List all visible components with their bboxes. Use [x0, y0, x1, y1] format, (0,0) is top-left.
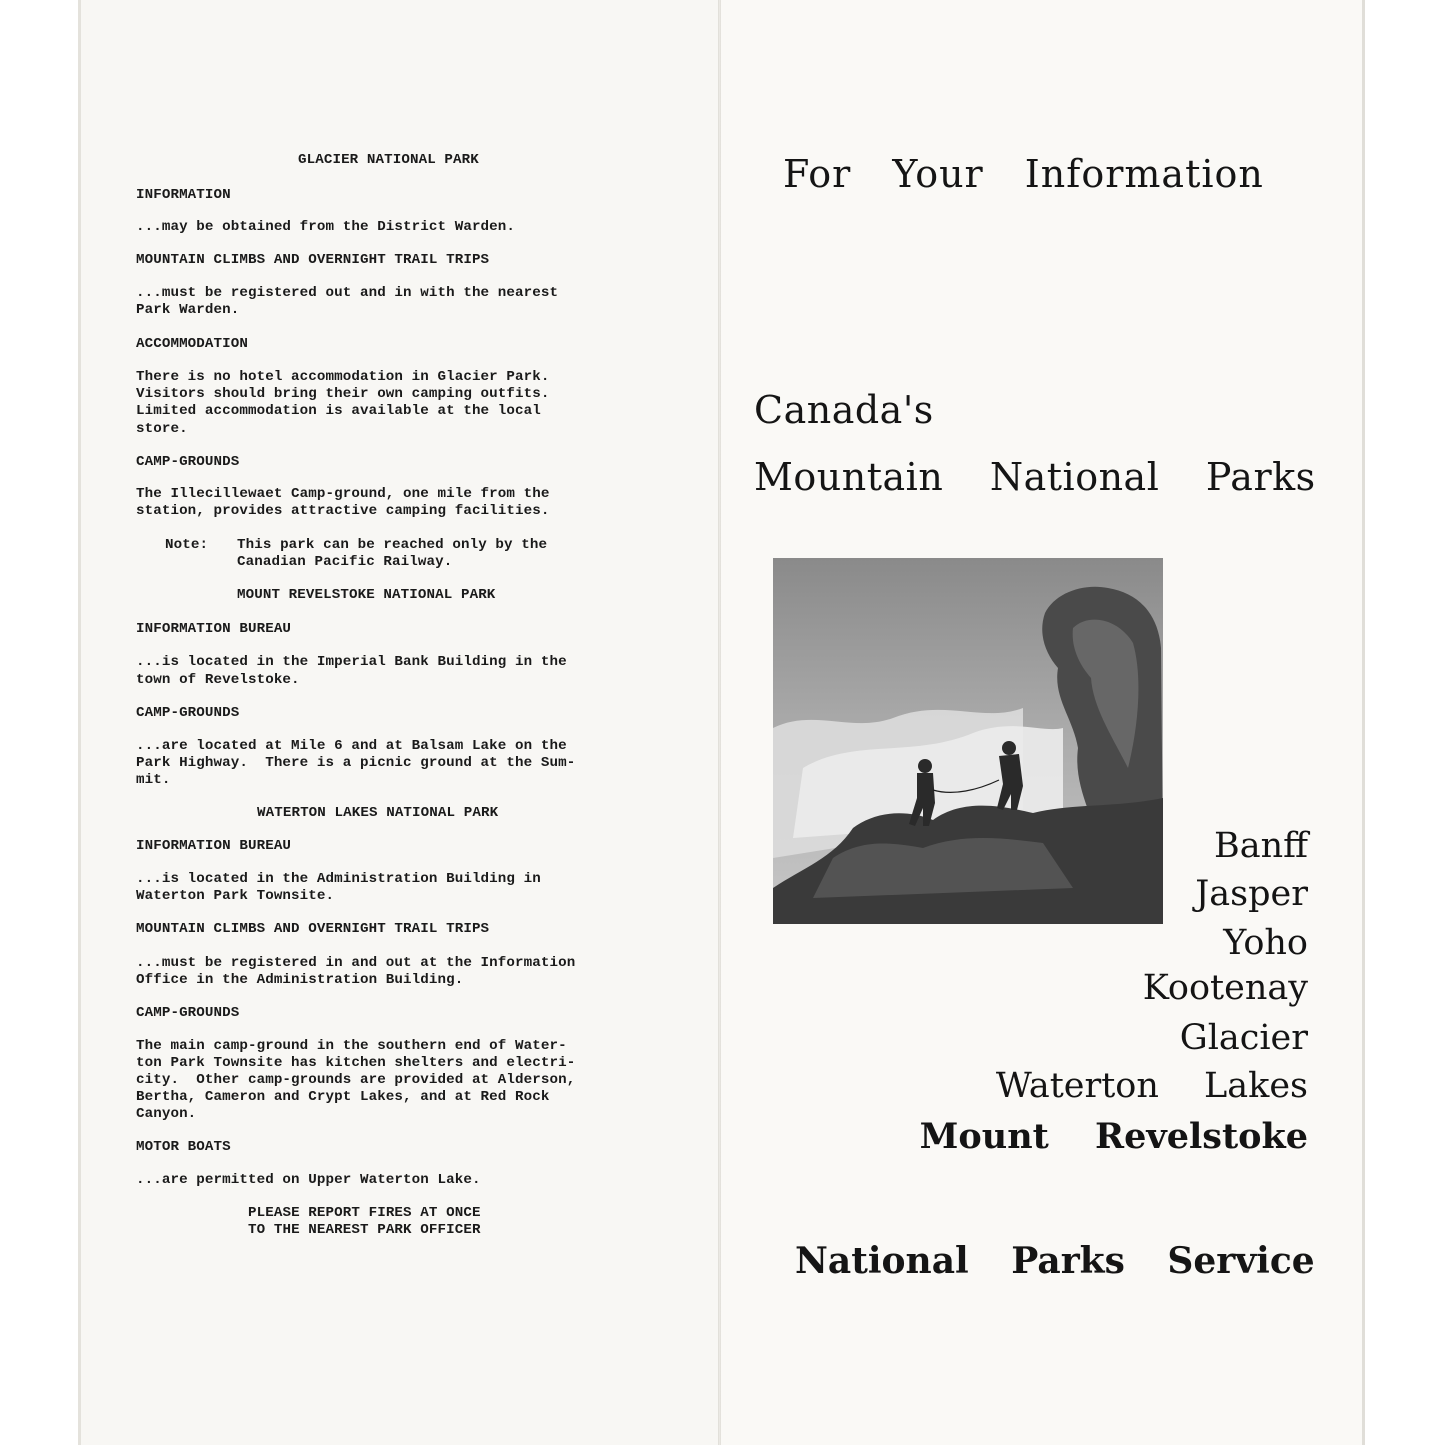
glacier-accommodation-text-3: Limited accommodation is available at the local	[136, 403, 541, 419]
fires-notice-line-1: PLEASE REPORT FIRES AT ONCE	[248, 1205, 481, 1221]
glacier-note-label: Note:	[165, 537, 209, 553]
waterton-boats-text: ...are permitted on Upper Waterton Lake.	[136, 1172, 481, 1188]
glacier-climbs-text-1: ...must be registered out and in with the nearest	[136, 285, 559, 301]
waterton-campgrounds-label: CAMP-GROUNDS	[136, 1005, 240, 1021]
waterton-boats-label: MOTOR BOATS	[136, 1139, 231, 1155]
park-banff: Banff	[1214, 826, 1308, 866]
fold-crease	[718, 0, 721, 1445]
cover-top-title: For Your Information	[783, 152, 1264, 196]
fires-notice-line-2: TO THE NEAREST PARK OFFICER	[248, 1222, 481, 1238]
glacier-information-label: INFORMATION	[136, 187, 231, 203]
waterton-info-text-2: Waterton Park Townsite.	[136, 888, 335, 904]
mountain-climbers-photo	[773, 558, 1163, 924]
paper-edge-right	[1362, 0, 1365, 1445]
glacier-climbs-label: MOUNTAIN CLIMBS AND OVERNIGHT TRAIL TRIPS	[136, 252, 490, 268]
glacier-campgrounds-text-1: The Illecillewaet Camp-ground, one mile from the	[136, 486, 550, 502]
paper-edge-left	[78, 0, 81, 1445]
park-mount-revelstoke: Mount Revelstoke	[919, 1116, 1308, 1157]
glacier-climbs-text-2: Park Warden.	[136, 302, 240, 318]
park-kootenay: Kootenay	[1142, 968, 1308, 1008]
waterton-campgrounds-text-4: Bertha, Cameron and Crypt Lakes, and at Red Rock	[136, 1089, 550, 1105]
revelstoke-heading: MOUNT REVELSTOKE NATIONAL PARK	[237, 587, 496, 603]
waterton-campgrounds-text-5: Canyon.	[136, 1106, 197, 1122]
park-waterton-lakes: Waterton Lakes	[995, 1066, 1308, 1106]
glacier-note-text-1: This park can be reached only by the	[237, 537, 548, 553]
glacier-accommodation-text-1: There is no hotel accommodation in Glacier Park.	[136, 369, 550, 385]
waterton-campgrounds-text-1: The main camp-ground in the southern end of Water-	[136, 1038, 567, 1054]
waterton-campgrounds-text-3: city. Other camp-grounds are provided at Alderson,	[136, 1072, 576, 1088]
waterton-climbs-text-1: ...must be registered in and out at the Information	[136, 955, 576, 971]
glacier-campgrounds-label: CAMP-GROUNDS	[136, 454, 240, 470]
cover-subtitle-mountain-parks: Mountain National Parks	[754, 455, 1316, 499]
glacier-campgrounds-text-2: station, provides attractive camping facilities.	[136, 503, 550, 519]
cover-footer: National Parks Service	[795, 1240, 1315, 1282]
waterton-climbs-text-2: Office in the Administration Building.	[136, 972, 464, 988]
revelstoke-campgrounds-text-2: Park Highway. There is a picnic ground at the Sum-	[136, 755, 576, 771]
waterton-info-text-1: ...is located in the Administration Building in	[136, 871, 541, 887]
park-jasper: Jasper	[1195, 874, 1308, 914]
glacier-accommodation-text-2: Visitors should bring their own camping outfits.	[136, 386, 550, 402]
park-yoho: Yoho	[1223, 923, 1308, 963]
glacier-heading: GLACIER NATIONAL PARK	[298, 152, 479, 168]
glacier-information-text: ...may be obtained from the District Warden.	[136, 219, 516, 235]
glacier-accommodation-label: ACCOMMODATION	[136, 336, 248, 352]
waterton-heading: WATERTON LAKES NATIONAL PARK	[257, 805, 499, 821]
revelstoke-campgrounds-text-1: ...are located at Mile 6 and at Balsam Lake on the	[136, 738, 567, 754]
revelstoke-info-text-1: ...is located in the Imperial Bank Building in the	[136, 654, 567, 670]
waterton-info-label: INFORMATION BUREAU	[136, 838, 292, 854]
revelstoke-info-label: INFORMATION BUREAU	[136, 621, 292, 637]
waterton-climbs-label: MOUNTAIN CLIMBS AND OVERNIGHT TRAIL TRIPS	[136, 921, 490, 937]
glacier-accommodation-text-4: store.	[136, 421, 188, 437]
waterton-campgrounds-text-2: ton Park Townsite has kitchen shelters and electri-	[136, 1055, 576, 1071]
revelstoke-campgrounds-text-3: mit.	[136, 772, 171, 788]
revelstoke-info-text-2: town of Revelstoke.	[136, 672, 300, 688]
glacier-note-text-2: Canadian Pacific Railway.	[237, 554, 453, 570]
revelstoke-campgrounds-label: CAMP-GROUNDS	[136, 705, 240, 721]
park-glacier: Glacier	[1179, 1018, 1308, 1058]
cover-subtitle-canadas: Canada's	[754, 388, 934, 432]
